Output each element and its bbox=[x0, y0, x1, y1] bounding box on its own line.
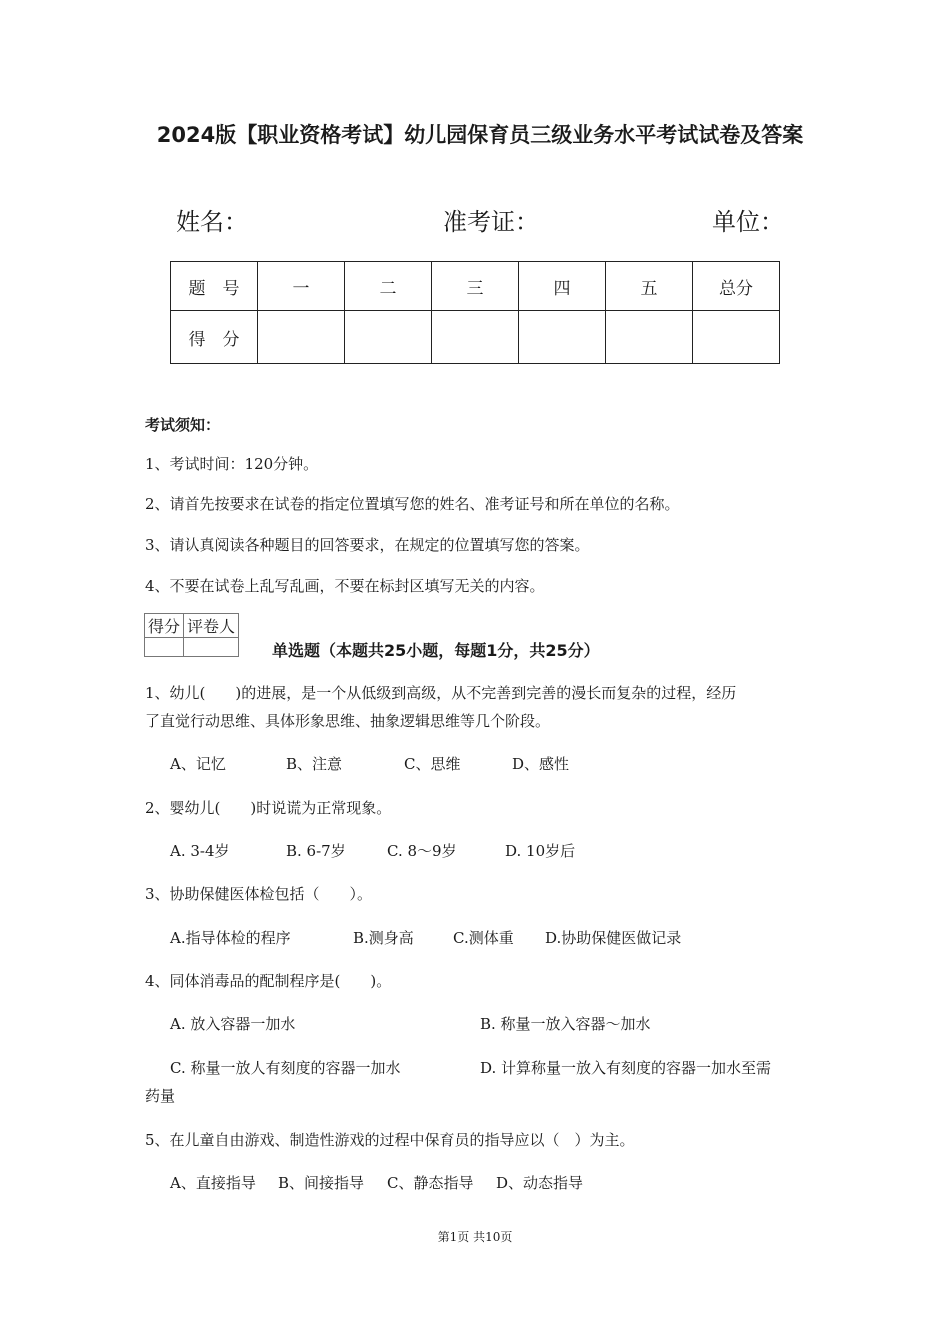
notice-item: 4、不要在试卷上乱写乱画，不要在标封区填写无关的内容。 bbox=[145, 577, 545, 595]
page-footer: 第1页 共10页 bbox=[437, 1230, 513, 1244]
score-table-row-label: 得 分 bbox=[171, 311, 258, 364]
grader-name-label: 评卷人 bbox=[184, 614, 239, 638]
answer-option[interactable]: B.测身高 bbox=[353, 929, 414, 947]
score-cell[interactable] bbox=[345, 311, 432, 364]
question-text: 4、同体消毒品的配制程序是( )。 bbox=[145, 972, 392, 990]
grader-score-cell[interactable] bbox=[145, 638, 184, 657]
score-cell[interactable] bbox=[519, 311, 606, 364]
score-table-header-cell: 题 号 bbox=[171, 262, 258, 311]
grader-box bbox=[144, 613, 239, 657]
score-table-header-cell: 三 bbox=[432, 262, 519, 311]
answer-option[interactable]: D. 10岁后 bbox=[505, 842, 576, 860]
score-cell[interactable] bbox=[606, 311, 693, 364]
notice-item: 2、请首先按要求在试卷的指定位置填写您的姓名、准考证号和所在单位的名称。 bbox=[145, 495, 680, 513]
answer-option[interactable]: C、静态指导 bbox=[387, 1174, 474, 1192]
question-text: 1、幼儿( )的进展，是一个从低级到高级，从不完善到完善的漫长而复杂的过程，经历 bbox=[145, 684, 737, 702]
answer-option-wrap: 药量 bbox=[145, 1087, 176, 1105]
answer-option[interactable]: B. 称量一放入容器～加水 bbox=[480, 1015, 651, 1033]
answer-option[interactable]: A、记忆 bbox=[170, 755, 226, 773]
grader-score-label: 得分 bbox=[145, 614, 184, 638]
exam-id-field-label: 准考证： bbox=[443, 208, 539, 236]
answer-option[interactable]: C. 称量一放人有刻度的容器一加水 bbox=[170, 1059, 401, 1077]
answer-option[interactable]: B. 6-7岁 bbox=[286, 842, 346, 860]
notice-heading: 考试须知： bbox=[145, 416, 221, 434]
score-cell[interactable] bbox=[258, 311, 345, 364]
score-table-header-cell: 四 bbox=[519, 262, 606, 311]
section-heading: 单选题（本题共25小题，每题1分，共25分） bbox=[272, 641, 600, 660]
question-text: 5、在儿童自由游戏、制造性游戏的过程中保育员的指导应以（ ）为主。 bbox=[145, 1131, 635, 1149]
answer-option[interactable]: D、感性 bbox=[512, 755, 570, 773]
answer-option[interactable]: A. 放入容器一加水 bbox=[170, 1015, 296, 1033]
answer-option[interactable]: C.测体重 bbox=[453, 929, 514, 947]
question-text: 3、协助保健医体检包括（ ）。 bbox=[145, 885, 373, 903]
score-table-header-cell: 二 bbox=[345, 262, 432, 311]
notice-item: 3、请认真阅读各种题目的回答要求，在规定的位置填写您的答案。 bbox=[145, 536, 590, 554]
score-cell[interactable] bbox=[693, 311, 780, 364]
score-table-header-cell: 五 bbox=[606, 262, 693, 311]
answer-option[interactable]: A. 3-4岁 bbox=[170, 842, 230, 860]
notice-item: 1、考试时间：120分钟。 bbox=[145, 455, 319, 473]
document-title: 2024版【职业资格考试】幼儿园保育员三级业务水平考试试卷及答案 bbox=[156, 123, 804, 147]
answer-option[interactable]: B、注意 bbox=[286, 755, 343, 773]
answer-option[interactable]: D、动态指导 bbox=[496, 1174, 584, 1192]
answer-option[interactable]: A.指导体检的程序 bbox=[170, 929, 291, 947]
name-field-label: 姓名： bbox=[176, 208, 248, 236]
score-table-header-cell: 一 bbox=[258, 262, 345, 311]
answer-option[interactable]: D.协助保健医做记录 bbox=[545, 929, 682, 947]
score-table-score-row bbox=[171, 311, 780, 364]
question-text: 2、婴幼儿( )时说谎为正常现象。 bbox=[145, 799, 392, 817]
score-cell[interactable] bbox=[432, 311, 519, 364]
score-table-header-cell: 总分 bbox=[693, 262, 780, 311]
score-table bbox=[170, 261, 780, 364]
answer-option[interactable]: C. 8～9岁 bbox=[387, 842, 457, 860]
score-table-header-row bbox=[171, 262, 780, 311]
answer-option[interactable]: C、思维 bbox=[404, 755, 461, 773]
answer-option[interactable]: A、直接指导 bbox=[170, 1174, 256, 1192]
question-text-continued: 了直觉行动思维、具体形象思维、抽象逻辑思维等几个阶段。 bbox=[145, 712, 551, 730]
answer-option[interactable]: B、间接指导 bbox=[278, 1174, 365, 1192]
answer-option[interactable]: D. 计算称量一放入有刻度的容器一加水至需 bbox=[480, 1059, 772, 1077]
unit-field-label: 单位： bbox=[712, 208, 784, 236]
grader-name-cell[interactable] bbox=[184, 638, 239, 657]
